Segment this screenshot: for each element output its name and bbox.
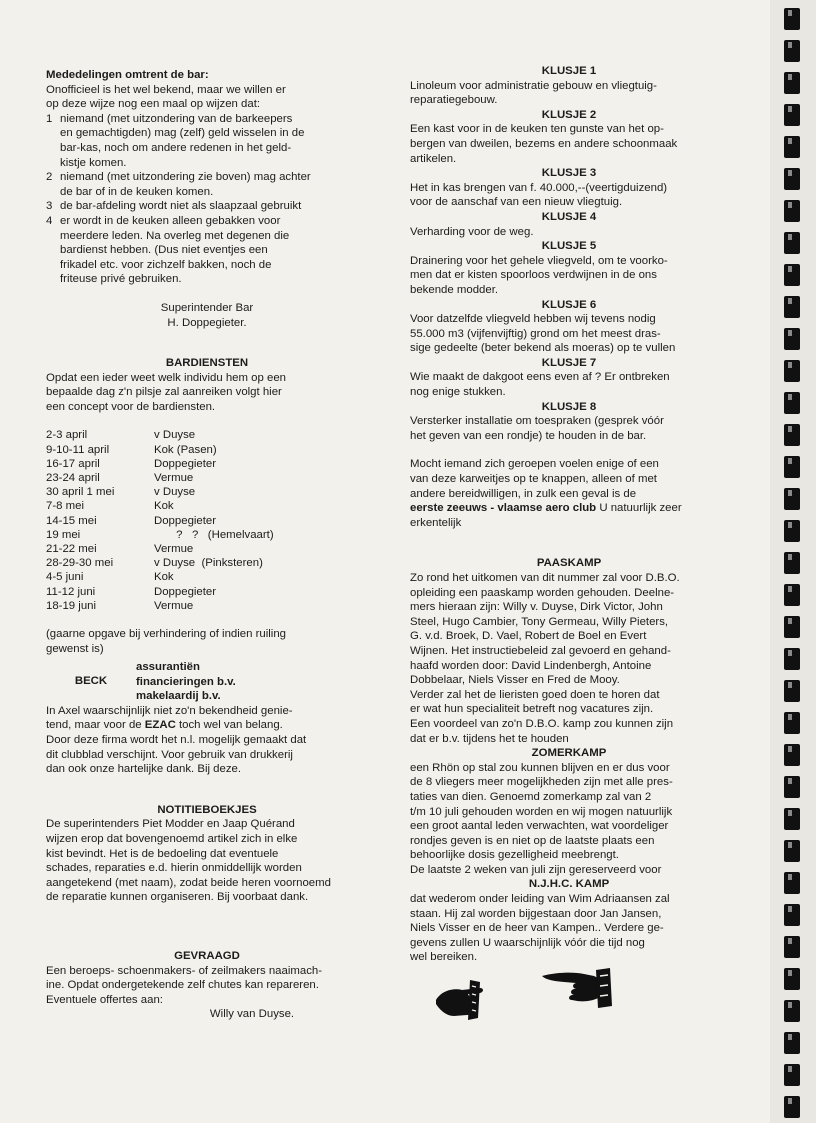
sponsor-name: BECK <box>74 675 108 688</box>
paragraph-line: haafd worden door: David Lindenbergh, Antoine <box>410 659 652 672</box>
klusje-heading: KLUSJE 6 <box>541 298 597 311</box>
text-span: toch wel van belang. <box>175 719 283 732</box>
paragraph-line: Wijnen. Het instructiebeleid zal gevoerd en gehand- <box>410 644 671 657</box>
signature-name: H. Doppegieter. <box>167 316 247 329</box>
binding-ring <box>784 200 800 222</box>
paragraph-line: Een voordeel van zo'n D.B.O. kamp zou kunnen zijn <box>410 717 674 730</box>
paragraph-line <box>410 501 728 516</box>
schedule-date: 9-10-11 april <box>46 443 110 456</box>
paragraph-line: dan ook onze hartelijke dank. Bij deze. <box>46 763 242 776</box>
schedule-date: 28-29-30 mei <box>46 557 114 570</box>
paragraph-line: t/m 10 juli gehouden worden en wij mogen natuurlijk <box>410 805 673 818</box>
binding-ring <box>784 1064 800 1086</box>
schedule-date: 4-5 juni <box>46 571 84 584</box>
binding-ring <box>784 744 800 766</box>
sponsor-line: makelaardij b.v. <box>136 690 221 703</box>
paragraph-line: dat wederom onder leiding van Wim Adriaansen zal <box>410 893 670 906</box>
binding-ring <box>784 584 800 606</box>
paragraph-line <box>46 718 368 733</box>
paragraph-line: De superintenders Piet Modder en Jaap Quérand <box>46 818 295 831</box>
paragraph-line: dat er b.v. tijdens het te houden <box>410 732 569 745</box>
schedule-person: ? ? (Hemelvaart) <box>154 528 274 541</box>
paragraph-line: erkentelijk <box>410 516 462 529</box>
sponsor-block <box>46 660 368 704</box>
schedule-row <box>46 443 368 457</box>
klusje-heading: KLUSJE 5 <box>541 240 597 253</box>
paragraph-line: bepaalde dag z'n pilsje zal aanreiken volgt hier <box>46 386 282 399</box>
schedule-date: 14-15 mei <box>46 514 97 527</box>
schedule-row <box>46 428 368 442</box>
klusje-line: Drainering voor het gehele vliegveld, om te voorko- <box>410 254 668 267</box>
schedule-row <box>46 556 368 570</box>
binding-ring <box>784 840 800 862</box>
klusje-line: Verharding voor de weg. <box>410 225 534 238</box>
schedule-date: 18-19 juni <box>46 599 97 612</box>
schedule-person: Vermue <box>154 472 194 485</box>
bar-rule-item <box>46 112 368 170</box>
schedule-date: 19 mei <box>46 528 81 541</box>
klusje-line: nog enige stukken. <box>410 386 506 399</box>
klusje-line: men dat er kisten spoorloos verdwijnen in de ons <box>410 269 657 282</box>
klusje-heading: KLUSJE 7 <box>541 356 597 369</box>
bar-rule-line: bar-kas, noch om andere redenen in het geld- <box>60 141 292 154</box>
klusje-heading: KLUSJE 4 <box>541 210 597 223</box>
klusje-line: het geven van een rondje) te houden in de bar. <box>410 429 647 442</box>
schedule-person: Kok <box>154 500 174 513</box>
schedule-person: Doppegieter <box>154 457 217 470</box>
klusje-line: sige gedeelte (beter bekend als moeras) op te vullen <box>410 342 676 355</box>
schedule-row <box>46 585 368 599</box>
bar-notice-line: Onofficieel is het wel bekend, maar we willen er <box>46 83 286 96</box>
club-name: eerste zeeuws - vlaamse aero club <box>410 502 597 515</box>
spiral-binding <box>770 0 816 1123</box>
binding-ring <box>784 904 800 926</box>
klusje-line: Het in kas brengen van f. 40.000,--(veertigduizend) <box>410 181 668 194</box>
klusje-line: artikelen. <box>410 152 457 165</box>
schedule-person: Doppegieter <box>154 514 217 527</box>
bar-rule-item <box>46 214 368 287</box>
binding-ring <box>784 456 800 478</box>
paragraph-line: andere bereidwilligen, in zulk een geval is de <box>410 487 637 500</box>
paragraph-line: aangetekend (met naam), zodat beide heren voornoemd <box>46 876 331 889</box>
binding-ring <box>784 1096 800 1118</box>
club-abbreviation: EZAC <box>144 719 176 732</box>
section-heading-zomerkamp: ZOMERKAMP <box>531 747 607 760</box>
bar-rule-line: niemand (met uitzondering van de barkeepers <box>60 112 293 125</box>
paragraph-line: Dobbelaar, Niels Visser en Fred de Mooy. <box>410 674 620 687</box>
paragraph-line: schades, reparaties e.d. hierin onmiddellijk worden <box>46 862 302 875</box>
klusje-line: Versterker installatie om toespraken (gesprek vóór <box>410 415 664 428</box>
section-heading-gevraagd: GEVRAAGD <box>174 950 240 962</box>
klusje-heading: KLUSJE 8 <box>541 400 597 413</box>
schedule-person: Doppegieter <box>154 585 217 598</box>
bar-rule-line: de bar-afdeling wordt niet als slaapzaal gebruikt <box>60 200 302 213</box>
signature-name: Willy van Duyse. <box>209 1008 295 1021</box>
schedule-date: 30 april 1 mei <box>46 486 115 499</box>
bar-rule-item <box>46 170 368 199</box>
schedule-row <box>46 542 368 556</box>
paragraph-line: van deze karweitjes op te knappen, alleen of met <box>410 473 657 486</box>
klusje-line: Linoleum voor administratie gebouw en vliegtuig- <box>410 79 657 92</box>
paragraph-line: een groot aantal leden verwachten, wat voordeliger <box>410 820 669 833</box>
binding-ring <box>784 776 800 798</box>
binding-ring <box>784 1032 800 1054</box>
paragraph-line: wijzen erop dat bovengenoemd artikel zich in elke <box>46 833 298 846</box>
schedule-person: Kok <box>154 571 174 584</box>
pointing-hand-icon <box>432 978 490 1022</box>
bar-rule-line: de bar of in de keuken komen. <box>60 185 214 198</box>
klusje-line: 55.000 m3 (vijfenvijftig) grond om het meest dras- <box>410 327 661 340</box>
bar-rule-line: meerdere leden. Na overleg met degenen die <box>60 229 290 242</box>
paragraph-line: wel bereiken. <box>410 951 478 964</box>
klusje-heading: KLUSJE 1 <box>541 65 597 77</box>
binding-ring <box>784 488 800 510</box>
binding-ring <box>784 680 800 702</box>
klusje-line: reparatiegebouw. <box>410 94 498 107</box>
klusje-line: voor de aanschaf van een nieuw vliegtuig. <box>410 196 623 209</box>
schedule-person: Vermue <box>154 599 194 612</box>
schedule-date: 16-17 april <box>46 457 100 470</box>
section-heading-njhc: N.J.H.C. KAMP <box>528 878 610 891</box>
paragraph-line: Eventuele offertes aan: <box>46 993 163 1006</box>
right-column <box>410 64 728 965</box>
paragraph-line: behoorlijke dosis gezelligheid meebrengt. <box>410 849 619 862</box>
sponsor-line: assurantiën <box>136 661 200 674</box>
binding-ring <box>784 872 800 894</box>
binding-ring <box>784 264 800 286</box>
bar-rule-number: 3 <box>46 200 53 213</box>
paragraph-line: Een beroeps- schoenmakers- of zeilmakers naaimach- <box>46 964 323 977</box>
schedule-date: 23-24 april <box>46 472 100 485</box>
bar-rule-number: 2 <box>46 171 53 184</box>
schedule-row <box>46 599 368 613</box>
schedule-row <box>46 471 368 485</box>
paragraph-line: staan. Hij zal worden bijgestaan door Jan Jansen, <box>410 907 662 920</box>
text-span: tend, maar voor de <box>46 719 145 732</box>
paragraph-line: Mocht iemand zich geroepen voelen enige of een <box>410 458 659 471</box>
paragraph-line: Niels Visser en de heer van Kampen.. Verdere ge- <box>410 922 664 935</box>
bar-rule-line: niemand (met uitzondering zie boven) mag achter <box>60 171 311 184</box>
binding-ring <box>784 616 800 638</box>
paragraph-line: Steel, Hugo Cambier, Tony Germeau, Willy Pieters, <box>410 615 669 628</box>
schedule-person: v Duyse <box>154 429 196 442</box>
binding-ring <box>784 328 800 350</box>
binding-ring <box>784 104 800 126</box>
binding-ring <box>784 648 800 670</box>
paragraph-line: In Axel waarschijnlijk niet zo'n bekendheid genie- <box>46 704 293 717</box>
binding-ring <box>784 520 800 542</box>
binding-ring <box>784 360 800 382</box>
schedule-note: (gaarne opgave bij verhindering of indien ruiling <box>46 627 286 640</box>
schedule-date: 7-8 mei <box>46 500 84 513</box>
schedule-person: v Duyse (Pinksteren) <box>154 557 263 570</box>
paragraph-line: G. v.d. Broek, D. Vael, Robert de Boel en Evert <box>410 630 647 643</box>
sponsor-line: financieringen b.v. <box>136 675 236 688</box>
paragraph-line: een concept voor de bardiensten. <box>46 400 216 413</box>
binding-ring <box>784 232 800 254</box>
paragraph-line: Zo rond het uitkomen van dit nummer zal voor D.B.O. <box>410 572 680 584</box>
binding-ring <box>784 936 800 958</box>
schedule-row <box>46 528 368 542</box>
paragraph-line: Opdat een ieder weet welk individu hem op een <box>46 371 286 384</box>
bar-rule-line: en gemachtigden) mag (zelf) geld wisselen in de <box>60 127 305 140</box>
schedule-note: gewenst is) <box>46 642 104 655</box>
bar-rule-number: 1 <box>46 112 53 125</box>
binding-ring <box>784 424 800 446</box>
paragraph-line: opleiding een paaskamp worden gehouden. Deelne- <box>410 586 675 599</box>
klusje-line: Een kast voor in de keuken ten gunste van het op- <box>410 123 664 136</box>
paragraph-line: Door deze firma wordt het n.l. mogelijk gemaakt dat <box>46 734 307 747</box>
binding-ring <box>784 552 800 574</box>
section-heading-bardiensten: BARDIENSTEN <box>165 357 249 370</box>
klusje-heading: KLUSJE 3 <box>541 167 597 180</box>
paragraph-line: de 8 vliegers meer mogelijkheden zijn met alle pres- <box>410 776 673 789</box>
paragraph-line: Verder zal het de lieristen goed doen te horen dat <box>410 688 660 701</box>
bar-rule-line: frikadel etc. voor zichzelf bakken, noch de <box>60 258 272 271</box>
show-through-text <box>258 32 458 48</box>
klusje-line: Wie maakt de dakgoot eens even af ? Er ontbreken <box>410 371 670 384</box>
paragraph-line: kist bevindt. Het is de bedoeling dat eventuele <box>46 847 279 860</box>
binding-ring <box>784 968 800 990</box>
bar-rule-number: 4 <box>46 214 53 227</box>
paragraph-line: taties van dien. Genoemd zomerkamp zal van 2 <box>410 790 652 803</box>
paragraph-line: ine. Opdat ondergetekende zelf chutes kan repareren. <box>46 979 319 992</box>
bar-rule-line: friteuse privé gebruiken. <box>60 273 182 286</box>
signature-title: Superintender Bar <box>160 301 254 314</box>
binding-ring <box>784 712 800 734</box>
paragraph-line: een Rhön op stal zou kunnen blijven en er dus voor <box>410 761 670 774</box>
binding-ring <box>784 392 800 414</box>
text-span: U natuurlijk zeer <box>596 502 682 515</box>
paragraph-line: er wat hun specialiteit betreft nog vacatures zijn. <box>410 703 654 716</box>
klusje-heading: KLUSJE 2 <box>541 108 597 121</box>
section-heading-notitieboekjes: NOTITIEBOEKJES <box>157 803 257 816</box>
schedule-date: 2-3 april <box>46 429 88 442</box>
schedule-person: v Duyse <box>154 486 196 499</box>
schedule-row <box>46 499 368 513</box>
paragraph-line: dit clubblad verschijnt. Voor gebruik van drukkerij <box>46 748 293 761</box>
bar-rule-line: er wordt in de keuken alleen gebakken voor <box>60 214 281 227</box>
schedule-person: Vermue <box>154 542 194 555</box>
paragraph-line: mers hieraan zijn: Willy v. Duyse, Dirk Victor, John <box>410 601 663 614</box>
bar-notice-title: Mededelingen omtrent de bar: <box>46 69 209 81</box>
pointing-hand-icon <box>540 966 622 1010</box>
schedule-row <box>46 570 368 584</box>
schedule-date: 11-12 juni <box>46 585 96 598</box>
klusje-line: bekende modder. <box>410 283 499 296</box>
left-column <box>46 68 368 1022</box>
binding-ring <box>784 168 800 190</box>
paragraph-line: gevens zullen U waarschijnlijk vóór die tijd nog <box>410 936 645 949</box>
paragraph-line: de reparatie kunnen organiseren. Bij voorbaat dank. <box>46 891 309 904</box>
binding-ring <box>784 808 800 830</box>
binding-ring <box>784 8 800 30</box>
bar-rule-line: kistje komen. <box>60 156 127 169</box>
schedule-date: 21-22 mei <box>46 542 97 555</box>
binding-ring <box>784 296 800 318</box>
binding-ring <box>784 72 800 94</box>
bar-schedule <box>46 428 368 612</box>
bar-notice-line: op deze wijze nog een maal op wijzen dat: <box>46 98 261 111</box>
binding-ring <box>784 1000 800 1022</box>
paragraph-line: De laatste 2 weken van juli zijn gereserveerd voor <box>410 863 662 876</box>
schedule-person: Kok (Pasen) <box>154 443 217 456</box>
binding-ring <box>784 136 800 158</box>
binding-ring <box>784 40 800 62</box>
klusje-line: Voor datzelfde vliegveld hebben wij tevens nodig <box>410 313 656 326</box>
bar-rule-line: bardienst hebben. (Dus niet eventjes een <box>60 244 268 257</box>
klusje-line: bergen van dweilen, bezems en andere schoonmaak <box>410 137 678 150</box>
section-heading-paaskamp: PAASKAMP <box>536 557 602 570</box>
schedule-row <box>46 514 368 528</box>
schedule-row <box>46 485 368 499</box>
schedule-row <box>46 457 368 471</box>
paragraph-line: rondjes geven is en niet op de laatste plaats een <box>410 834 655 847</box>
bar-rule-item <box>46 199 368 214</box>
